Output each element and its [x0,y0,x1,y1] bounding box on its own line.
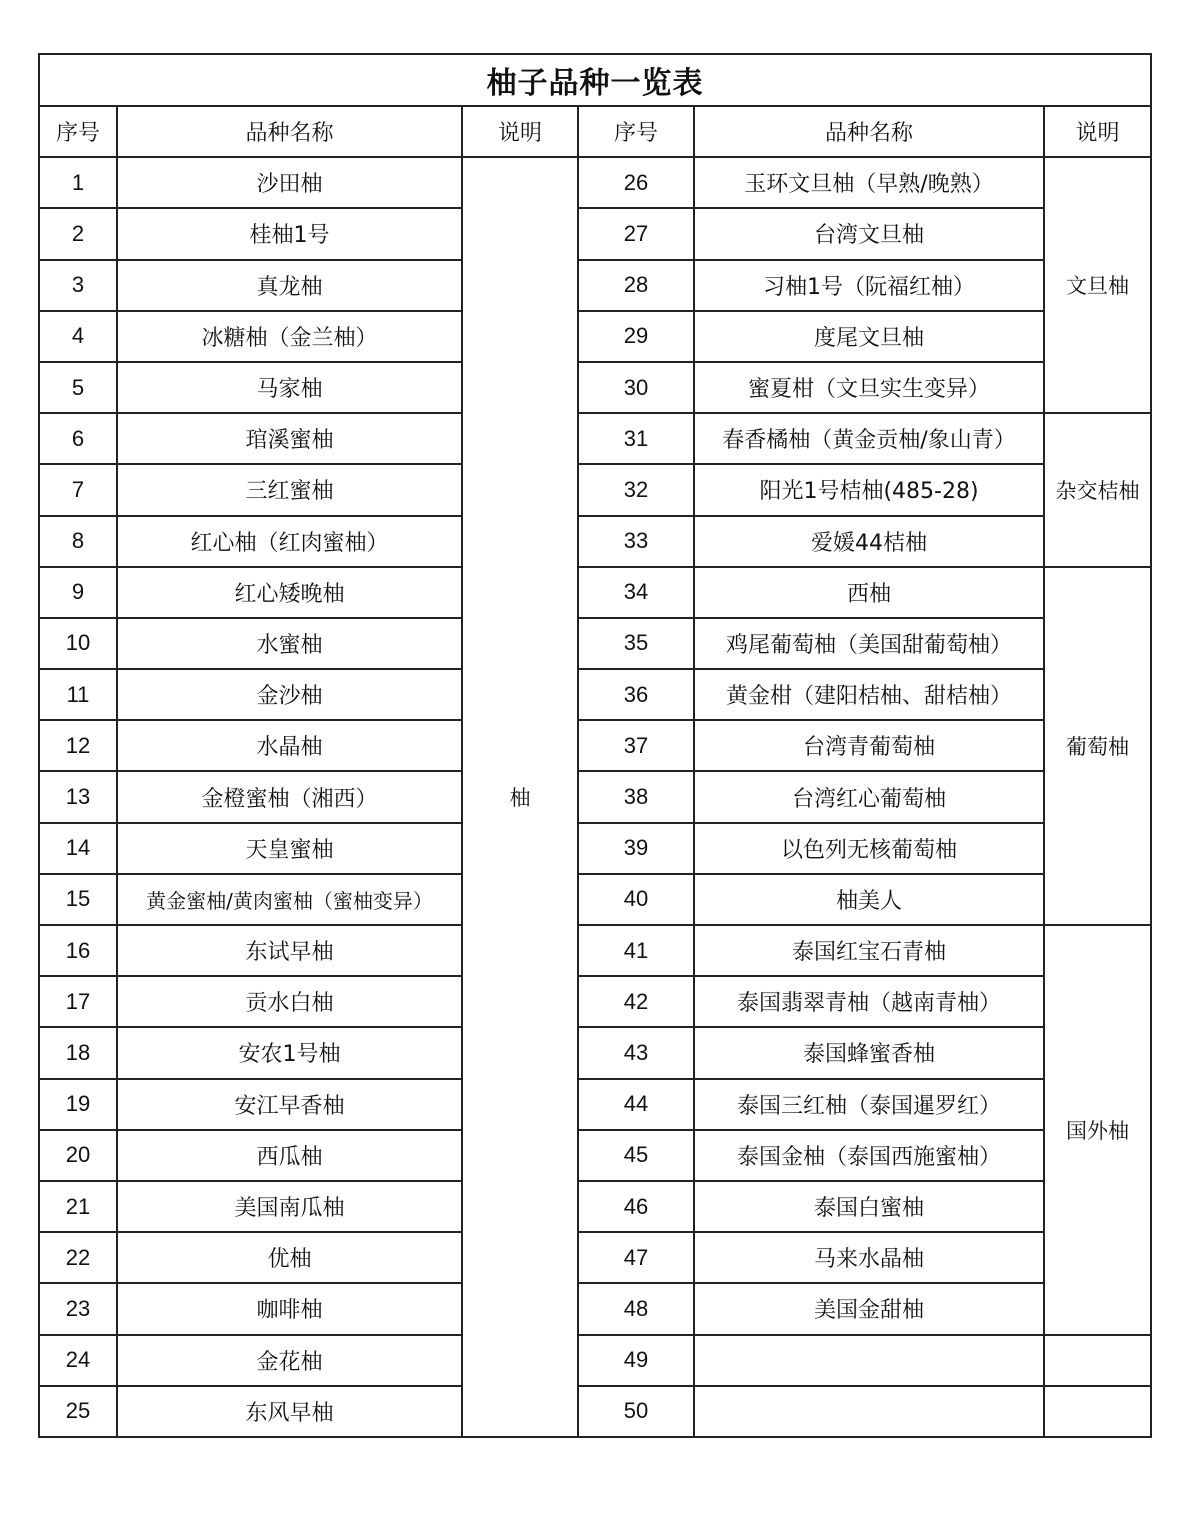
right-seq-cell: 26 [578,157,694,208]
right-seq-cell: 42 [578,976,694,1027]
left-name-cell: 贡水白柚 [117,976,462,1027]
left-name-cell: 水晶柚 [117,720,462,771]
right-seq-cell: 41 [578,925,694,976]
right-seq-cell: 40 [578,874,694,925]
right-name-cell: 泰国蜂蜜香柚 [694,1027,1044,1078]
right-seq-cell: 27 [578,208,694,259]
header-seq-right: 序号 [578,106,694,157]
table-row [39,311,1151,362]
left-seq-cell: 1 [39,157,117,208]
table-row [39,260,1151,311]
left-name-cell: 咖啡柚 [117,1283,462,1334]
variety-sheet [38,53,1150,1438]
left-name-cell: 金橙蜜柚（湘西） [117,771,462,822]
header-note-right: 说明 [1044,106,1151,157]
right-name-cell: 柚美人 [694,874,1044,925]
left-seq-cell: 9 [39,567,117,618]
left-seq-cell: 20 [39,1130,117,1181]
right-name-cell: 以色列无核葡萄柚 [694,823,1044,874]
right-seq-cell: 50 [578,1386,694,1437]
table-row [39,1027,1151,1078]
table-row [39,1079,1151,1130]
table-row [39,516,1151,567]
table-row [39,1232,1151,1283]
right-seq-cell: 48 [578,1283,694,1334]
right-seq-cell: 47 [578,1232,694,1283]
right-seq-cell: 31 [578,413,694,464]
left-seq-cell: 16 [39,925,117,976]
table-row [39,1386,1151,1437]
right-seq-cell: 38 [578,771,694,822]
header-name-right: 品种名称 [694,106,1044,157]
right-seq-cell: 32 [578,464,694,515]
left-name-cell: 水蜜柚 [117,618,462,669]
right-seq-cell: 45 [578,1130,694,1181]
table-row [39,720,1151,771]
right-seq-cell: 44 [578,1079,694,1130]
right-name-cell: 春香橘柚（黄金贡柚/象山青） [694,413,1044,464]
left-name-cell: 美国南瓜柚 [117,1181,462,1232]
left-name-cell: 东风早柚 [117,1386,462,1437]
left-name-cell: 琯溪蜜柚 [117,413,462,464]
table-row [39,567,1151,618]
right-seq-cell: 36 [578,669,694,720]
right-seq-cell: 49 [578,1335,694,1386]
table-row [39,1335,1151,1386]
table-row [39,208,1151,259]
right-name-cell [694,1386,1044,1437]
left-name-cell: 桂柚1号 [117,208,462,259]
left-seq-cell: 15 [39,874,117,925]
right-seq-cell: 37 [578,720,694,771]
left-seq-cell: 4 [39,311,117,362]
left-seq-cell: 24 [39,1335,117,1386]
table-row [39,464,1151,515]
right-name-cell: 台湾红心葡萄柚 [694,771,1044,822]
right-seq-cell: 28 [578,260,694,311]
header-note-left: 说明 [462,106,578,157]
right-seq-cell: 43 [578,1027,694,1078]
right-seq-cell: 35 [578,618,694,669]
left-seq-cell: 3 [39,260,117,311]
left-name-cell: 金花柚 [117,1335,462,1386]
left-name-cell: 红心矮晚柚 [117,567,462,618]
left-name-cell: 天皇蜜柚 [117,823,462,874]
right-name-cell: 西柚 [694,567,1044,618]
right-name-cell: 玉环文旦柚（早熟/晚熟） [694,157,1044,208]
left-seq-cell: 22 [39,1232,117,1283]
right-note-cell: 葡萄柚 [1044,567,1151,925]
left-seq-cell: 12 [39,720,117,771]
right-name-cell: 阳光1号桔柚(485-28) [694,464,1044,515]
left-name-cell: 西瓜柚 [117,1130,462,1181]
right-name-cell: 爱媛44桔柚 [694,516,1044,567]
left-name-cell: 红心柚（红肉蜜柚） [117,516,462,567]
left-seq-cell: 6 [39,413,117,464]
left-note-cell: 柚 [462,157,578,1437]
left-seq-cell: 19 [39,1079,117,1130]
table-row [39,1130,1151,1181]
right-name-cell: 美国金甜柚 [694,1283,1044,1334]
left-seq-cell: 14 [39,823,117,874]
table-row [39,771,1151,822]
right-name-cell: 习柚1号（阮福红柚） [694,260,1044,311]
table-row [39,976,1151,1027]
left-seq-cell: 11 [39,669,117,720]
left-seq-cell: 7 [39,464,117,515]
left-seq-cell: 18 [39,1027,117,1078]
right-name-cell [694,1335,1044,1386]
right-name-cell: 泰国三红柚（泰国暹罗红） [694,1079,1044,1130]
left-name-cell: 三红蜜柚 [117,464,462,515]
right-name-cell: 泰国金柚（泰国西施蜜柚） [694,1130,1044,1181]
right-name-cell: 台湾青葡萄柚 [694,720,1044,771]
table-row [39,1283,1151,1334]
right-note-cell: 文旦柚 [1044,157,1151,413]
left-seq-cell: 21 [39,1181,117,1232]
left-seq-cell: 8 [39,516,117,567]
right-name-cell: 泰国红宝石青柚 [694,925,1044,976]
table-row [39,874,1151,925]
left-name-cell: 黄金蜜柚/黄肉蜜柚（蜜柚变异） [117,874,462,925]
right-name-cell: 泰国白蜜柚 [694,1181,1044,1232]
header-name-left: 品种名称 [117,106,462,157]
table-row [39,362,1151,413]
header-row [39,106,1151,157]
table-row [39,157,1151,208]
right-seq-cell: 33 [578,516,694,567]
left-name-cell: 马家柚 [117,362,462,413]
left-name-cell: 沙田柚 [117,157,462,208]
left-name-cell: 金沙柚 [117,669,462,720]
right-seq-cell: 30 [578,362,694,413]
right-name-cell: 度尾文旦柚 [694,311,1044,362]
table-row [39,669,1151,720]
left-seq-cell: 23 [39,1283,117,1334]
right-note-cell [1044,1386,1151,1437]
table-title: 柚子品种一览表 [39,54,1151,106]
right-note-cell [1044,1335,1151,1386]
left-name-cell: 优柚 [117,1232,462,1283]
left-seq-cell: 10 [39,618,117,669]
right-seq-cell: 46 [578,1181,694,1232]
left-seq-cell: 13 [39,771,117,822]
right-seq-cell: 34 [578,567,694,618]
table-row [39,823,1151,874]
table-row [39,925,1151,976]
left-seq-cell: 17 [39,976,117,1027]
right-name-cell: 台湾文旦柚 [694,208,1044,259]
left-name-cell: 安农1号柚 [117,1027,462,1078]
right-name-cell: 黄金柑（建阳桔柚、甜桔柚） [694,669,1044,720]
title-row [39,54,1151,106]
right-name-cell: 泰国翡翠青柚（越南青柚） [694,976,1044,1027]
right-note-cell: 国外柚 [1044,925,1151,1335]
variety-table [38,53,1152,1438]
table-row [39,618,1151,669]
right-name-cell: 鸡尾葡萄柚（美国甜葡萄柚） [694,618,1044,669]
table-row [39,1181,1151,1232]
table-row [39,413,1151,464]
right-name-cell: 蜜夏柑（文旦实生变异） [694,362,1044,413]
header-seq-left: 序号 [39,106,117,157]
right-note-cell: 杂交桔柚 [1044,413,1151,567]
right-name-cell: 马来水晶柚 [694,1232,1044,1283]
left-seq-cell: 2 [39,208,117,259]
left-seq-cell: 25 [39,1386,117,1437]
right-seq-cell: 39 [578,823,694,874]
left-name-cell: 东试早柚 [117,925,462,976]
left-name-cell: 安江早香柚 [117,1079,462,1130]
left-name-cell: 冰糖柚（金兰柚） [117,311,462,362]
left-seq-cell: 5 [39,362,117,413]
right-seq-cell: 29 [578,311,694,362]
left-name-cell: 真龙柚 [117,260,462,311]
